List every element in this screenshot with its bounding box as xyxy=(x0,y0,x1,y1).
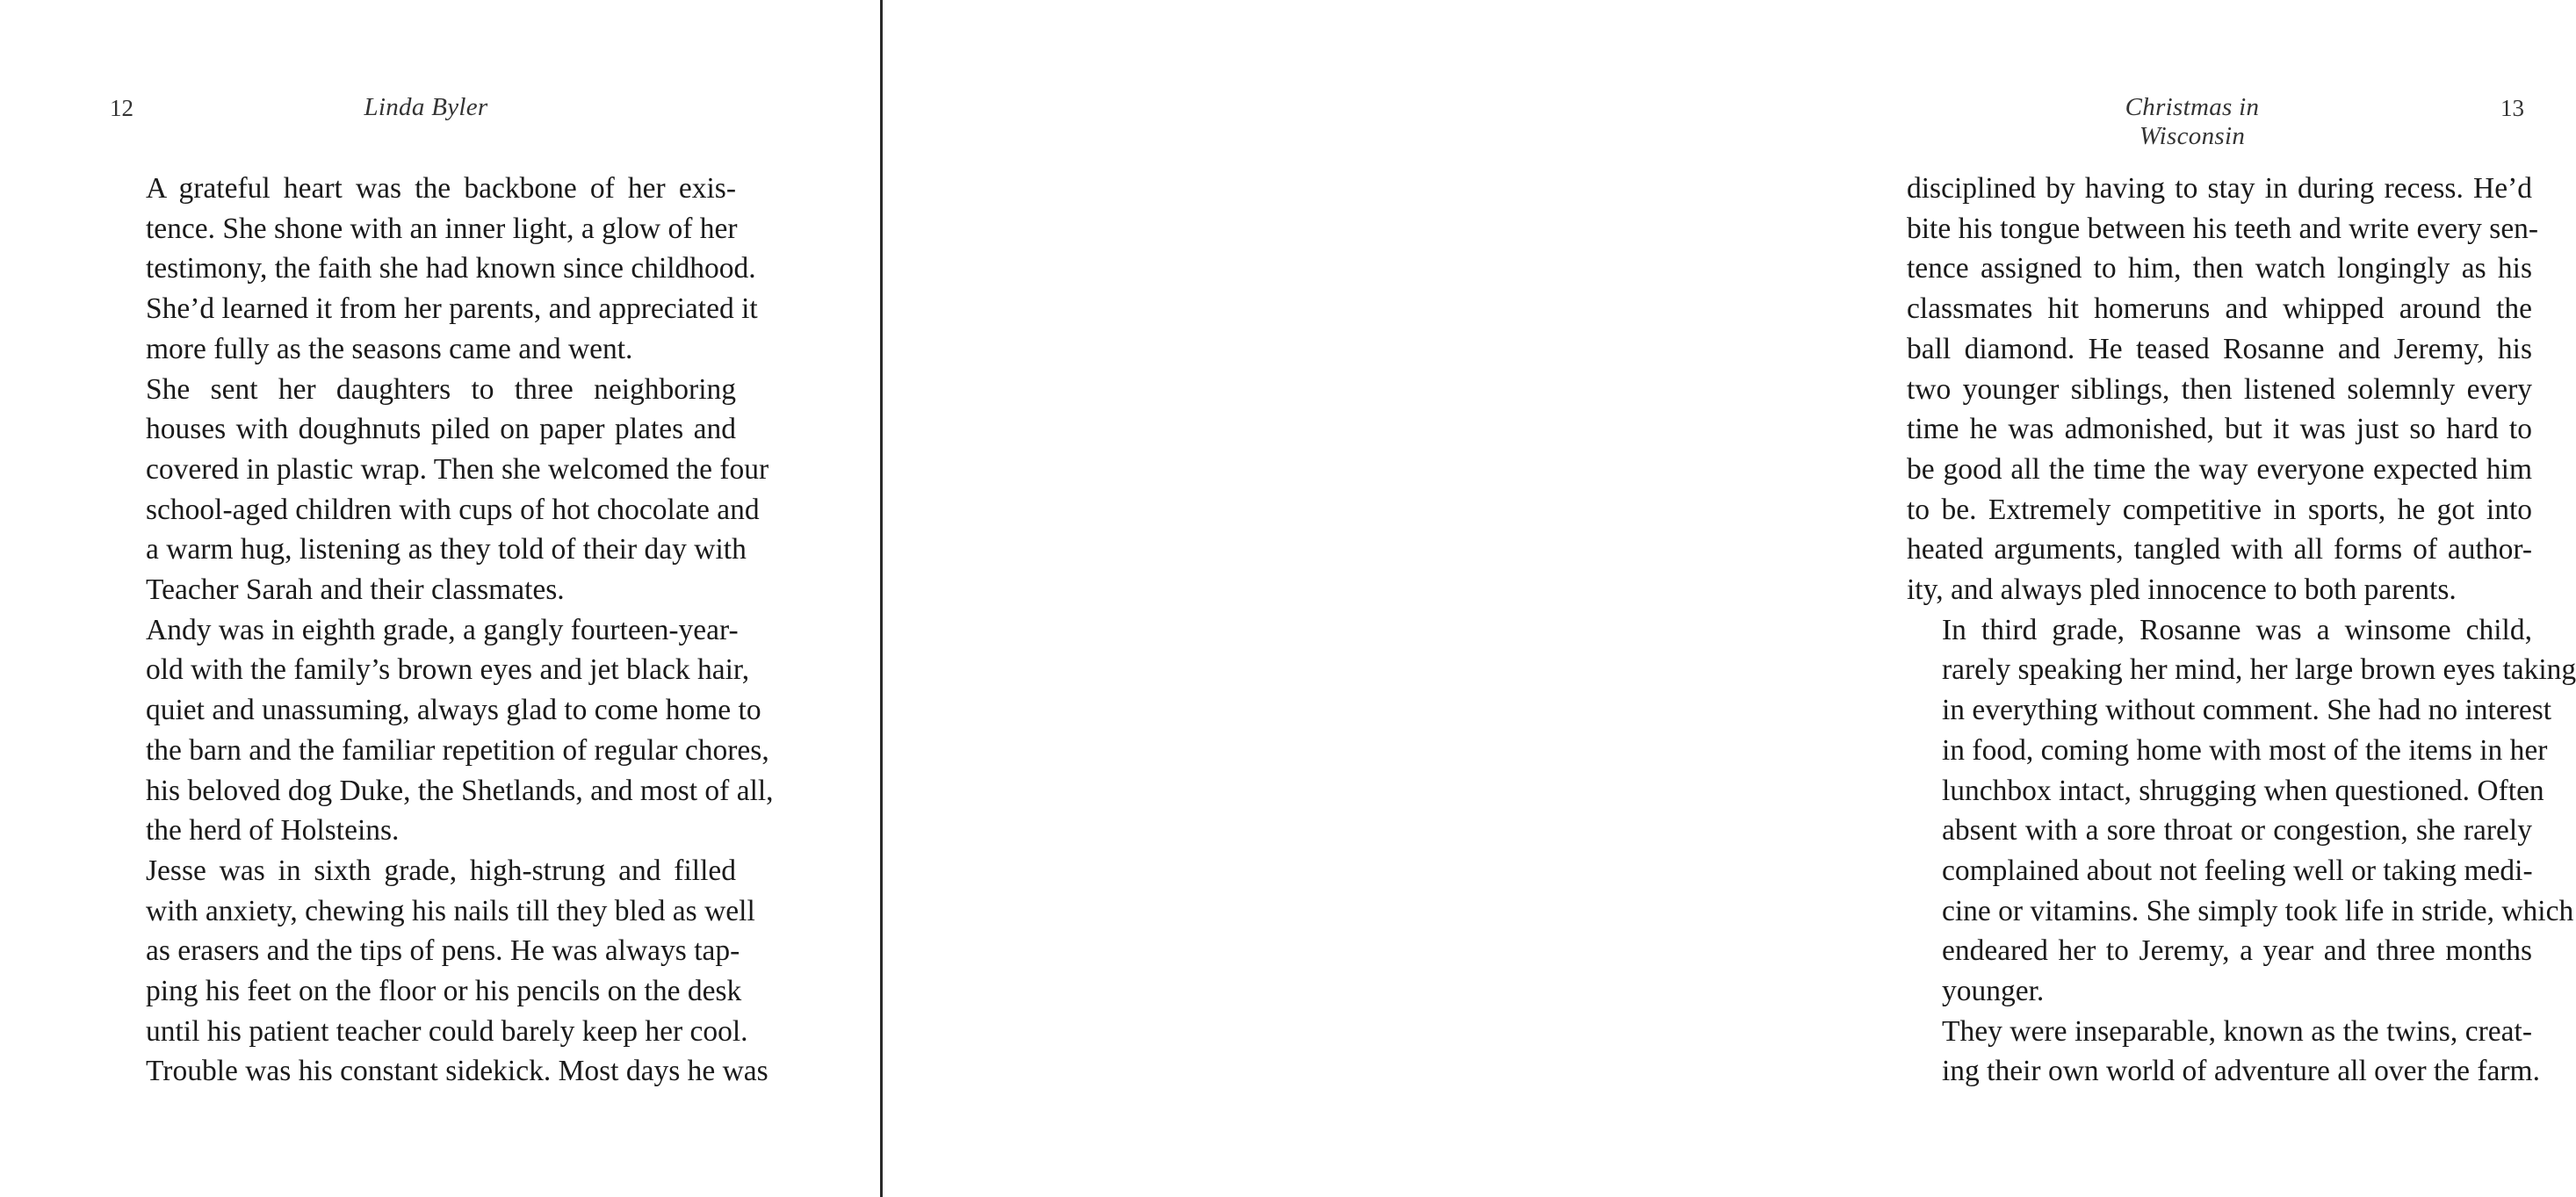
paragraph xyxy=(111,370,769,610)
text-line: houses with doughnuts piled on paper plates and xyxy=(146,413,736,446)
running-head-author: Linda Byler xyxy=(364,93,488,121)
paragraph xyxy=(111,851,768,1092)
text-line: as erasers and the tips of pens. He was always tap- xyxy=(146,934,740,968)
text-line: old with the family’s brown eyes and jet black hair, xyxy=(146,653,750,687)
paragraph xyxy=(1907,610,2576,1012)
text-line: with anxiety, chewing his nails till they bled as well xyxy=(146,894,755,927)
text-line: until his patient teacher could barely keep her cool. xyxy=(146,1014,748,1048)
page-number-left: 12 xyxy=(110,95,133,121)
text-line: Trouble was his constant sidekick. Most days he was xyxy=(146,1055,768,1088)
text-line: rarely speaking her mind, her large brown eyes taking xyxy=(1942,653,2576,687)
text-line: a warm hug, listening as they told of their day with xyxy=(146,533,747,566)
page-gutter xyxy=(880,0,883,1197)
page-number-right: 13 xyxy=(2500,95,2524,121)
text-line: She’d learned it from her parents, and appreciated it xyxy=(146,292,758,326)
paragraph xyxy=(1907,1012,2540,1092)
text-line: They were inseparable, known as the twins, creat- xyxy=(1942,1014,2532,1048)
paragraph xyxy=(111,169,758,370)
body-text-right xyxy=(1907,169,2576,1092)
text-line: time he was admonished, but it was just so hard to xyxy=(1907,413,2532,446)
text-line: covered in plastic wrap. Then she welcomed the four xyxy=(146,452,769,486)
text-line: Andy was in eighth grade, a gangly fourteen-year- xyxy=(146,613,739,646)
text-line: ping his feet on the floor or his pencils on the desk xyxy=(146,975,742,1008)
text-line: more fully as the seasons came and went. xyxy=(146,332,633,365)
text-line: ing their own world of adventure all over the farm. xyxy=(1942,1055,2540,1088)
text-line: Teacher Sarah and their classmates. xyxy=(146,573,565,607)
text-line: lunchbox intact, shrugging when questioned. Often xyxy=(1942,774,2544,807)
body-text-left xyxy=(111,169,774,1092)
text-line: A grateful heart was the backbone of her exis- xyxy=(146,172,736,205)
text-line: She sent her daughters to three neighboring xyxy=(146,372,736,406)
text-line: in everything without comment. She had no interest xyxy=(1942,694,2552,727)
text-line: quiet and unassuming, always glad to come home to xyxy=(146,694,761,727)
text-line: the barn and the familiar repetition of regular chores, xyxy=(146,733,769,767)
text-line: in food, coming home with most of the items in her xyxy=(1942,733,2548,767)
text-line: younger. xyxy=(1942,975,2045,1008)
text-line: school-aged children with cups of hot chocolate and xyxy=(146,493,760,526)
text-line: endeared her to Jeremy, a year and three months xyxy=(1942,934,2532,968)
right-page xyxy=(884,0,2576,1197)
text-line: disciplined by having to stay in during recess. He’d xyxy=(1907,172,2532,205)
text-line: testimony, the faith she had known since childhood. xyxy=(146,252,756,285)
text-line: tence. She shone with an inner light, a glow of her xyxy=(146,212,738,245)
text-line: the herd of Holsteins. xyxy=(146,814,400,847)
text-line: heated arguments, tangled with all forms of author- xyxy=(1907,533,2532,566)
text-line: In third grade, Rosanne was a winsome child, xyxy=(1942,613,2532,646)
text-line: absent with a sore throat or congestion, she rarely xyxy=(1942,814,2532,847)
text-line: ity, and always pled innocence to both parents. xyxy=(1907,573,2457,607)
text-line: two younger siblings, then listened solemnly every xyxy=(1907,372,2532,406)
text-line: to be. Extremely competitive in sports, he got into xyxy=(1907,493,2532,526)
running-head-title: Christmas in Wisconsin xyxy=(2125,93,2260,150)
text-line: cine or vitamins. She simply took life in stride, which xyxy=(1942,894,2574,927)
text-line: Jesse was in sixth grade, high-strung and filled xyxy=(146,854,736,887)
text-line: his beloved dog Duke, the Shetlands, and most of all, xyxy=(146,774,774,807)
paragraph xyxy=(1907,169,2539,610)
text-line: classmates hit homeruns and whipped around the xyxy=(1907,292,2532,326)
paragraph xyxy=(111,610,774,851)
text-line: complained about not feeling well or taking medi- xyxy=(1942,854,2533,887)
text-line: bite his tongue between his teeth and write every sen- xyxy=(1907,212,2539,245)
text-line: tence assigned to him, then watch longingly as his xyxy=(1907,252,2532,285)
left-page xyxy=(0,0,881,1197)
text-line: be good all the time the way everyone expected him xyxy=(1907,452,2532,486)
text-line: ball diamond. He teased Rosanne and Jeremy, his xyxy=(1907,332,2532,365)
